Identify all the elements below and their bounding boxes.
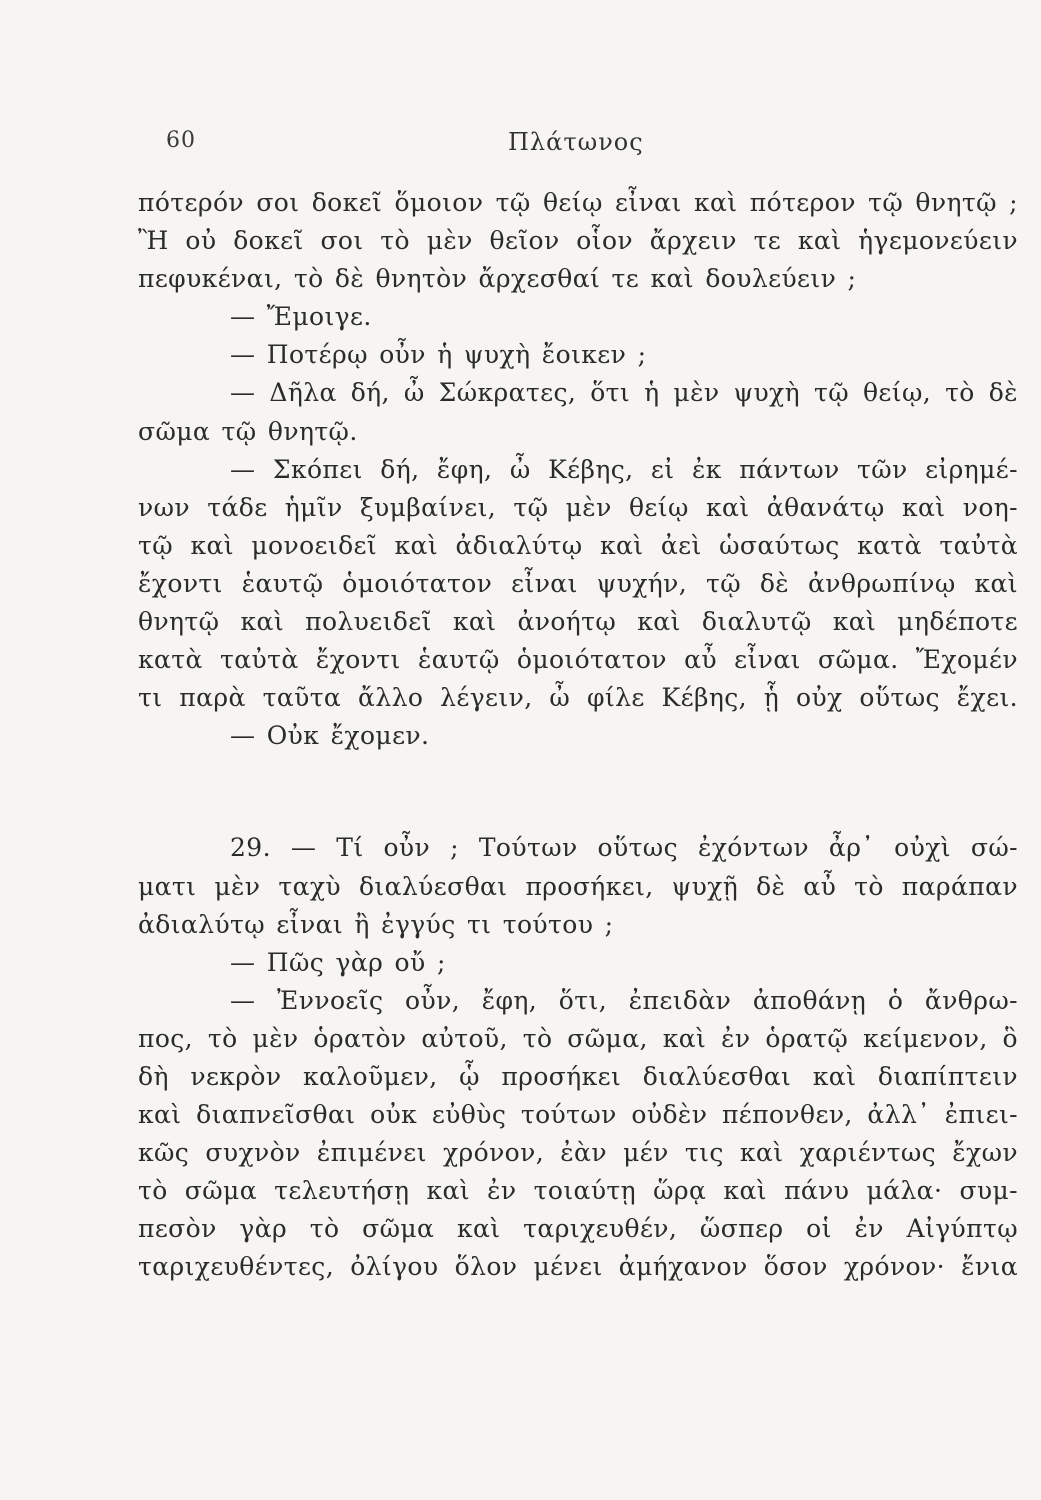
text-line: νων τάδε ἡμῖν ξυμβαίνει, τῷ μὲν θείῳ καὶ ἀθανάτῳ καὶ νοη- <box>138 492 1018 522</box>
text-line: — Δῆλα δή, ὦ Σώκρατες, ὅτι ἡ μὲν ψυχὴ τῷ θείῳ, τὸ δὲ <box>230 378 1018 408</box>
text-line: — Ἐννοεῖς οὖν, ἔφη, ὅτι, ἐπειδὰν ἀποθάνῃ ὁ ἄνθρω- <box>230 985 1018 1015</box>
text-line: κατὰ ταὐτὰ ἔχοντι ἑαυτῷ ὁμοιότατον αὖ εἶναι σῶμα. Ἔχομέν <box>138 645 1018 675</box>
text-line: ἀδιαλύτῳ εἶναι ἢ ἐγγύς τι τούτου ; <box>138 909 614 939</box>
text-line: ματι μὲν ταχὺ διαλύεσθαι προσήκει, ψυχῇ δὲ αὖ τὸ παράπαν <box>138 871 1018 901</box>
text-line: — Πῶς γὰρ οὔ ; <box>230 947 446 977</box>
text-line: ἔχοντι ἑαυτῷ ὁμοιότατον εἶναι ψυχήν, τῷ δὲ ἀνθρωπίνῳ καὶ <box>138 568 1018 598</box>
text-line: κῶς συχνὸν ἐπιμένει χρόνον, ἐὰν μέν τις καὶ χαριέντως ἔχων <box>138 1138 1018 1168</box>
text-line: καὶ διαπνεῖσθαι οὐκ εὐθὺς τούτων οὐδὲν πέπονθεν, ἀλλ᾽ ἐπιει- <box>138 1100 1018 1130</box>
text-line: τι παρὰ ταῦτα ἄλλο λέγειν, ὦ φίλε Κέβης, ᾗ οὐχ οὕτως ἔχει. <box>138 683 1018 713</box>
running-title: Πλάτωνος <box>508 128 644 156</box>
body-text <box>138 184 1018 1287</box>
text-line: Ἢ οὐ δοκεῖ σοι τὸ μὲν θεῖον οἷον ἄρχειν τε καὶ ἡγεμονεύειν <box>138 226 1018 256</box>
text-line: δὴ νεκρὸν καλοῦμεν, ᾧ προσήκει διαλύεσθαι καὶ διαπίπτειν <box>138 1061 1018 1091</box>
text-line: πεφυκέναι, τὸ δὲ θνητὸν ἄρχεσθαί τε καὶ δουλεύειν ; <box>138 264 857 294</box>
section-gap <box>138 755 1018 829</box>
page-number: 60 <box>166 128 196 153</box>
text-line: — Οὐκ ἔχομεν. <box>230 721 430 751</box>
text-line: — Ποτέρῳ οὖν ἡ ψυχὴ ἔοικεν ; <box>230 340 647 370</box>
text-line: πεσὸν γὰρ τὸ σῶμα καὶ ταριχευθέν, ὥσπερ οἱ ἐν Αἰγύπτῳ <box>138 1214 1018 1244</box>
text-line: σῶμα τῷ θνητῷ. <box>138 416 358 446</box>
text-line: πος, τὸ μὲν ὁρατὸν αὐτοῦ, τὸ σῶμα, καὶ ἐν ὁρατῷ κείμενον, ὃ <box>138 1023 1018 1053</box>
page-header <box>138 128 1018 168</box>
text-line: πότερόν σοι δοκεῖ ὅμοιον τῷ θείῳ εἶναι καὶ πότερον τῷ θνητῷ ; <box>138 188 1018 217</box>
text-line: τὸ σῶμα τελευτήσῃ καὶ ἐν τοιαύτῃ ὥρᾳ καὶ πάνυ μάλα· συμ- <box>138 1176 1018 1206</box>
text-line: τῷ καὶ μονοειδεῖ καὶ ἀδιαλύτῳ καὶ ἀεὶ ὡσαύτως κατὰ ταὐτὰ <box>138 530 1018 560</box>
text-line: ταριχευθέντες, ὀλίγου ὅλον μένει ἀμήχανον ὅσον χρόνον· ἔνια <box>138 1252 1018 1282</box>
text-line: θνητῷ καὶ πολυειδεῖ καὶ ἀνοήτῳ καὶ διαλυτῷ καὶ μηδέποτε <box>138 607 1018 637</box>
text-line: 29. — Τί οὖν ; Τούτων οὕτως ἐχόντων ἆρ᾽ οὐχὶ σώ- <box>230 833 1018 863</box>
text-line: — Ἔμοιγε. <box>230 302 372 332</box>
text-line: — Σκόπει δή, ἔφη, ὦ Κέβης, εἰ ἐκ πάντων τῶν εἰρημέ- <box>230 454 1018 484</box>
